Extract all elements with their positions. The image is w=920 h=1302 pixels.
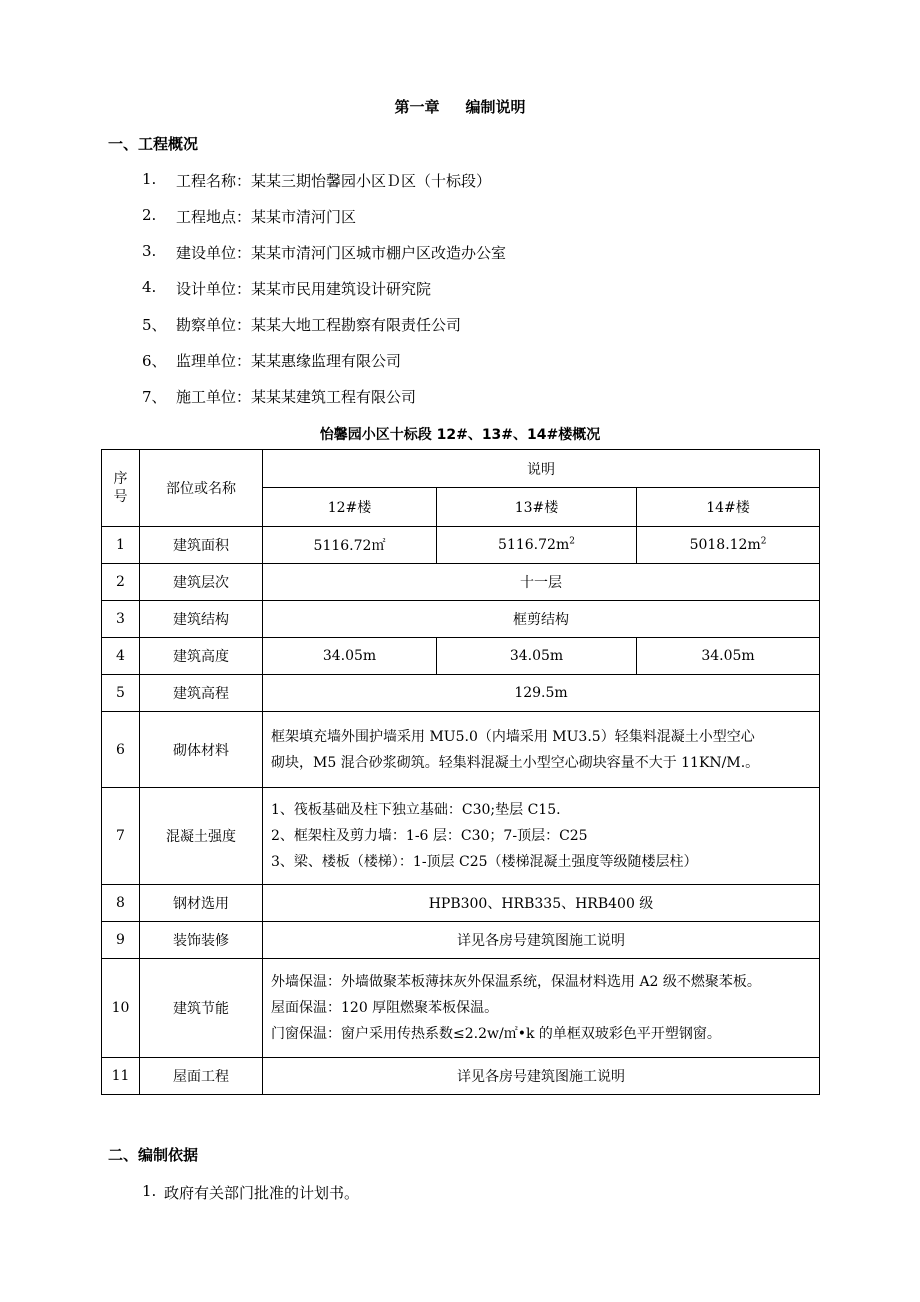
row-seq: 11 bbox=[102, 1058, 140, 1095]
list-item: 5、 勘察单位：某某大地工程勘察有限责任公司 bbox=[142, 316, 462, 334]
chapter-name: 编制说明 bbox=[465, 98, 526, 116]
list-item: 7、 施工单位：某某某建筑工程有限公司 bbox=[142, 388, 417, 406]
row-name: 混凝土强度 bbox=[140, 788, 263, 885]
row-name: 屋面工程 bbox=[140, 1058, 263, 1095]
section-heading-overview: 一、工程概况 bbox=[108, 135, 199, 153]
header-seq: 序号 bbox=[102, 450, 140, 527]
cell-value: 129.5m bbox=[263, 675, 820, 712]
row-seq: 5 bbox=[102, 675, 140, 712]
table-row bbox=[102, 564, 820, 601]
cell-text: 外墙保温：外墙做聚苯板薄抹灰外保温系统，保温材料选用 A2 级不燃聚苯板。 屋面保温：120 厚阻燃聚苯板保温。 门窗保温：窗户采用传热系数≤2.2w/㎡•k 的单框双玻彩色平开塑钢窗。 bbox=[263, 959, 820, 1058]
row-name: 建筑高度 bbox=[140, 638, 263, 675]
row-seq: 2 bbox=[102, 564, 140, 601]
row-name: 建筑高程 bbox=[140, 675, 263, 712]
header-building-14: 14#楼 bbox=[637, 488, 820, 527]
header-desc: 说明 bbox=[263, 450, 820, 488]
cell-value: 详见各房号建筑图施工说明 bbox=[263, 922, 820, 959]
table-row bbox=[102, 1058, 820, 1095]
cell-value: 34.05m bbox=[637, 638, 820, 675]
row-name: 建筑面积 bbox=[140, 527, 263, 564]
list-item: 1. 工程名称：某某三期怡馨园小区Ｄ区（十标段） bbox=[142, 170, 492, 190]
table-row bbox=[102, 922, 820, 959]
row-name: 装饰装修 bbox=[140, 922, 263, 959]
cell-value: 详见各房号建筑图施工说明 bbox=[263, 1058, 820, 1095]
section-heading-basis: 二、编制依据 bbox=[108, 1146, 199, 1164]
row-seq: 7 bbox=[102, 788, 140, 885]
list-item: 4. 设计单位：某某市民用建筑设计研究院 bbox=[142, 278, 432, 298]
table-row bbox=[102, 712, 820, 788]
row-seq: 10 bbox=[102, 959, 140, 1058]
list-item: 2. 工程地点：某某市清河门区 bbox=[142, 206, 357, 226]
table-row bbox=[102, 959, 820, 1058]
cell-value: 5116.72㎡ bbox=[263, 527, 437, 564]
row-seq: 9 bbox=[102, 922, 140, 959]
row-seq: 3 bbox=[102, 601, 140, 638]
row-seq: 4 bbox=[102, 638, 140, 675]
row-name: 钢材选用 bbox=[140, 885, 263, 922]
table-row bbox=[102, 675, 820, 712]
header-building-13: 13#楼 bbox=[437, 488, 637, 527]
header-building-12: 12#楼 bbox=[263, 488, 437, 527]
cell-value: $5116.72m^2$ bbox=[437, 527, 637, 564]
cell-value: $5018.12m^2$ bbox=[637, 527, 820, 564]
row-name: 建筑节能 bbox=[140, 959, 263, 1058]
row-name: 砌体材料 bbox=[140, 712, 263, 788]
table-header-row bbox=[102, 450, 820, 488]
cell-text: 1、筏板基础及柱下独立基础：C30;垫层 C15. 2、框架柱及剪力墙：1-6 层：C30；7-顶层：C25 3、梁、楼板（楼梯）：1-顶层 C25（楼梯混凝土强度等级随楼层柱） bbox=[263, 788, 820, 885]
list-item: 1. 政府有关部门批准的计划书。 bbox=[142, 1182, 360, 1202]
table-row bbox=[102, 638, 820, 675]
chapter-number: 第一章 bbox=[394, 98, 440, 116]
table-row bbox=[102, 885, 820, 922]
table-title: 怡馨园小区十标段 12#、13#、14#楼概况 bbox=[319, 427, 601, 443]
row-seq: 1 bbox=[102, 527, 140, 564]
cell-value: 34.05m bbox=[263, 638, 437, 675]
table-row bbox=[102, 601, 820, 638]
row-seq: 6 bbox=[102, 712, 140, 788]
list-item: 3. 建设单位：某某市清河门区城市棚户区改造办公室 bbox=[142, 242, 507, 262]
building-overview-table bbox=[101, 449, 820, 1095]
header-name: 部位或名称 bbox=[140, 450, 263, 527]
cell-value: 十一层 bbox=[263, 564, 820, 601]
cell-value: 框剪结构 bbox=[263, 601, 820, 638]
chapter-title bbox=[0, 96, 920, 117]
list-item: 6、 监理单位：某某惠缘监理有限公司 bbox=[142, 352, 402, 370]
table-row bbox=[102, 788, 820, 885]
row-seq: 8 bbox=[102, 885, 140, 922]
row-name: 建筑层次 bbox=[140, 564, 263, 601]
row-name: 建筑结构 bbox=[140, 601, 263, 638]
table-row bbox=[102, 527, 820, 564]
cell-text: 框架填充墙外围护墙采用 MU5.0（内墙采用 MU3.5）轻集料混凝土小型空心 砌块，M5 混合砂浆砌筑。轻集料混凝土小型空心砌块容量不大于 11KN/M.。 bbox=[263, 712, 820, 788]
cell-value: 34.05m bbox=[437, 638, 637, 675]
cell-value: HPB300、HRB335、HRB400 级 bbox=[263, 885, 820, 922]
